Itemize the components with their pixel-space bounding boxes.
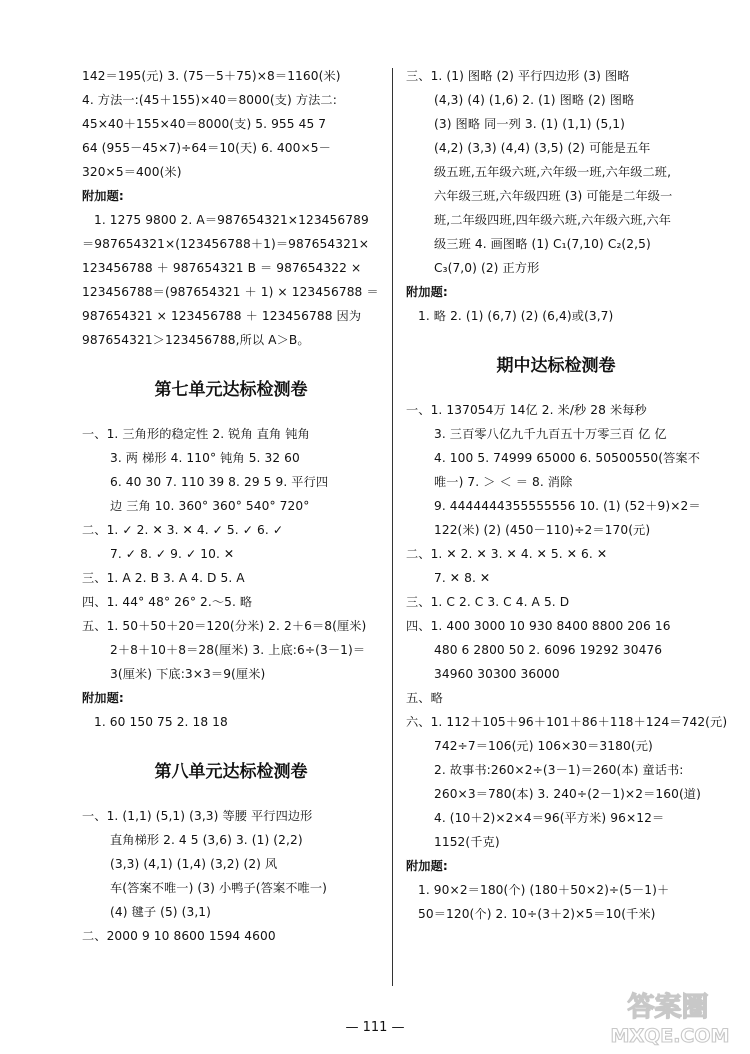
answer-line: ＝987654321×(123456788＋1)＝987654321× — [82, 237, 370, 251]
answer-line: 直角梯形 2. 4 5 (3,6) 3. (1) (2,2) — [110, 833, 303, 847]
answer-line: 1. 60 150 75 2. 18 18 — [94, 715, 228, 729]
answer-line: 45×40＋155×40＝8000(支) 5. 955 45 7 — [82, 117, 327, 131]
answer-line: 64 (955－45×7)÷64＝10(天) 6. 400×5－ — [82, 141, 331, 155]
answer-line: 二、2000 9 10 8600 1594 4600 — [82, 929, 276, 943]
answer-line: 三、1. C 2. C 3. C 4. A 5. D — [406, 595, 570, 609]
answer-line: 123456788 ＋ 987654321 B ＝ 987654322 × — [82, 261, 362, 275]
answer-line: 唯一) 7. ＞ ＜ ＝ 8. 消除 — [434, 475, 573, 489]
answer-line: 五、略 — [406, 691, 443, 705]
answer-line: 1. 略 2. (1) (6,7) (2) (6,4)或(3,7) — [418, 309, 614, 323]
page-number: — 111 — — [345, 1020, 405, 1035]
spacer — [406, 328, 706, 348]
section-title: 期中达标检测卷 — [496, 356, 616, 376]
answer-line: 五、1. 50＋50＋20＝120(分米) 2. 2＋6＝8(厘米) — [82, 619, 367, 633]
answer-line: 三、1. A 2. B 3. A 4. D 5. A — [82, 571, 245, 585]
spacer — [82, 734, 380, 754]
answer-line: (4,2) (3,3) (4,4) (3,5) (2) 可能是五年 — [434, 141, 651, 155]
watermark-text-main: 答案圈 — [627, 992, 709, 1023]
answer-line: 123456788＝(987654321 ＋ 1) × 123456788 ＝ — [82, 285, 379, 299]
answer-line: 50＝120(个) 2. 10÷(3＋2)×5＝10(千米) — [418, 907, 656, 921]
answer-line: 987654321 × 123456788 ＋ 123456788 因为 — [82, 309, 362, 323]
answer-line: 4. (10＋2)×2×4＝96(平方米) 96×12＝ — [434, 811, 665, 825]
right-column — [406, 64, 728, 926]
answer-line: 四、1. 400 3000 10 930 8400 8800 206 16 — [406, 619, 671, 633]
answer-line: 987654321＞123456788,所以 A＞B。 — [82, 333, 310, 347]
answer-line: 4. 方法一:(45＋155)×40＝8000(支) 方法二: — [82, 93, 337, 107]
answer-line: 六年级三班,六年级四班 (3) 可能是二年级一 — [434, 189, 673, 203]
answer-line: 车(答案不唯一) (3) 小鸭子(答案不唯一) — [110, 881, 327, 895]
answer-line: (3) 图略 同一列 3. (1) (1,1) (5,1) — [434, 117, 626, 131]
answer-line: 1. 90×2＝180(个) (180＋50×2)÷(5－1)＋ — [418, 883, 670, 897]
answer-line: 3. 三百零八亿九千九百五十万零三百 亿 亿 — [434, 427, 667, 441]
bonus-heading: 附加题: — [406, 859, 448, 873]
answer-line: 3(厘米) 下底:3×3＝9(厘米) — [110, 667, 266, 681]
answer-line: 122(米) (2) (450－110)÷2＝170(元) — [434, 523, 651, 537]
answer-line: 6. 40 30 7. 110 39 8. 29 5 9. 平行四 — [110, 475, 329, 489]
answer-line: 9. 4444444355555556 10. (1) (52＋9)×2＝ — [434, 499, 701, 513]
answer-line: 1152(千克) — [434, 835, 500, 849]
bonus-heading: 附加题: — [82, 691, 124, 705]
watermark-text-url: MXQE.COM — [610, 1025, 730, 1047]
answer-line: 34960 30300 36000 — [434, 667, 560, 681]
column-divider — [392, 68, 393, 986]
bonus-heading: 附加题: — [82, 189, 124, 203]
answer-line: 班,二年级四班,四年级六班,六年级六班,六年 — [434, 213, 672, 227]
spacer — [82, 790, 380, 804]
answer-line: 742÷7＝106(元) 106×30＝3180(元) — [434, 739, 653, 753]
answer-line: 3. 两 梯形 4. 110° 钝角 5. 32 60 — [110, 451, 300, 465]
answer-line: 一、1. 三角形的稳定性 2. 锐角 直角 钝角 — [82, 427, 310, 441]
answer-line: (4,3) (4) (1,6) 2. (1) 图略 (2) 图略 — [434, 93, 635, 107]
answer-line: 7. ✓ 8. ✓ 9. ✓ 10. ✕ — [110, 547, 235, 561]
spacer — [82, 408, 380, 422]
section-title: 第七单元达标检测卷 — [154, 380, 308, 400]
answer-line: 7. ✕ 8. ✕ — [434, 571, 491, 585]
answer-line: 级五班,五年级六班,六年级一班,六年级二班, — [434, 165, 672, 179]
answer-line: 四、1. 44° 48° 26° 2.～5. 略 — [82, 595, 253, 609]
answer-line: 三、1. (1) 图略 (2) 平行四边形 (3) 图略 — [406, 69, 630, 83]
answer-line: 1. 1275 9800 2. A＝987654321×123456789 — [94, 213, 369, 227]
watermark-logo — [590, 984, 740, 1048]
left-column — [82, 64, 380, 948]
answer-line: C₃(7,0) (2) 正方形 — [434, 261, 540, 275]
answer-line: 480 6 2800 50 2. 6096 19292 30476 — [434, 643, 663, 657]
answer-line: (3,3) (4,1) (1,4) (3,2) (2) 风 — [110, 857, 278, 871]
spacer — [82, 352, 380, 372]
bonus-heading: 附加题: — [406, 285, 448, 299]
answer-line: 142＝195(元) 3. (75－5＋75)×8＝1160(米) — [82, 69, 341, 83]
answer-line: 4. 100 5. 74999 65000 6. 50500550(答案不 — [434, 451, 700, 465]
answer-line: 320×5＝400(米) — [82, 165, 182, 179]
answer-line: (4) 毽子 (5) (3,1) — [110, 905, 212, 919]
answer-line: 一、1. (1,1) (5,1) (3,3) 等腰 平行四边形 — [82, 809, 313, 823]
answer-line: 一、1. 137054万 14亿 2. 米/秒 28 米每秒 — [406, 403, 647, 417]
spacer — [406, 384, 706, 398]
section-title: 第八单元达标检测卷 — [154, 762, 308, 782]
answer-line: 级三班 4. 画图略 (1) C₁(7,10) C₂(2,5) — [434, 237, 651, 251]
answer-line: 六、1. 112＋105＋96＋101＋86＋118＋124＝742(元) — [406, 715, 728, 729]
answer-line: 260×3＝780(本) 3. 240÷(2－1)×2＝160(道) — [434, 787, 701, 801]
answer-line: 二、1. ✓ 2. ✕ 3. ✕ 4. ✓ 5. ✓ 6. ✓ — [82, 523, 284, 537]
answer-line: 2＋8＋10＋8＝28(厘米) 3. 上底:6÷(3－1)＝ — [110, 643, 366, 657]
answer-line: 2. 故事书:260×2÷(3－1)＝260(本) 童话书: — [434, 763, 684, 777]
answer-line: 二、1. ✕ 2. ✕ 3. ✕ 4. ✕ 5. ✕ 6. ✕ — [406, 547, 608, 561]
answer-line: 边 三角 10. 360° 360° 540° 720° — [110, 499, 310, 513]
